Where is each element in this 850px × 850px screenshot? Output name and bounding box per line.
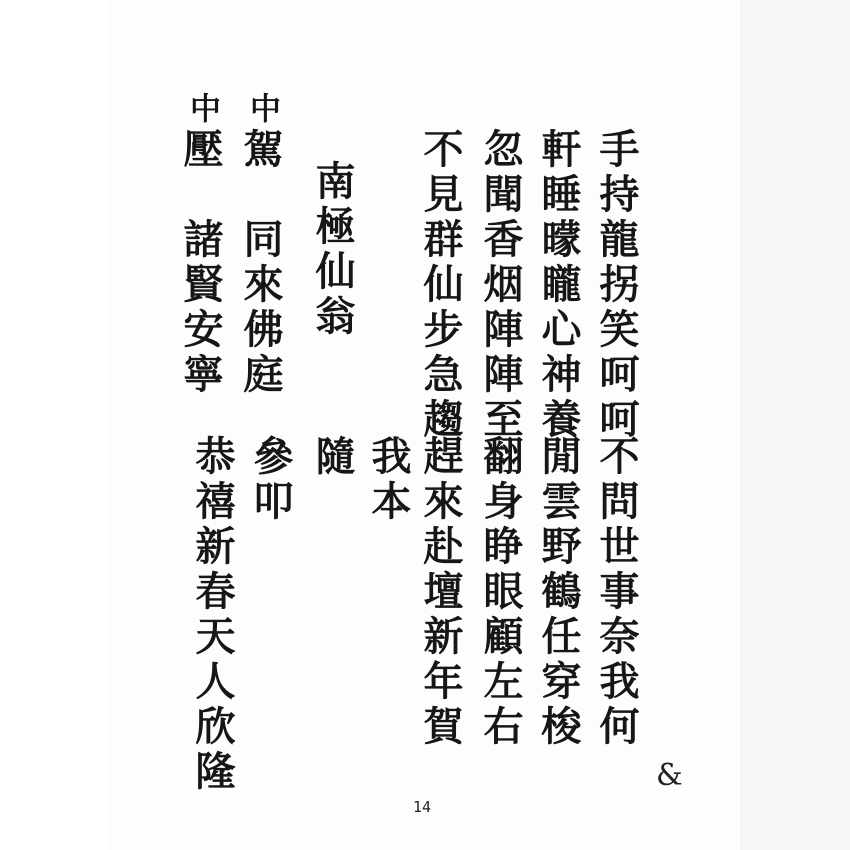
verse-bottom-col-4: 趕來赴壇新年賀 (417, 435, 464, 750)
verse-top-col-6-mark: 中 (244, 92, 280, 133)
verse-top-col-4: 不見群仙步急趨 (417, 128, 464, 443)
verse-bottom-col-7: 參叩 (247, 435, 294, 525)
verse-top-col-7-mark: 中 (184, 92, 220, 133)
verse-top-col-7: 壓 諸賢安寧 (177, 128, 224, 398)
ampersand-mark: & (656, 758, 683, 793)
verse-top-col-5: 南極仙翁 (309, 160, 356, 340)
page-margin-right (740, 0, 850, 850)
verse-top-col-6: 駕 同來佛庭 (237, 128, 284, 398)
verse-bottom-col-2: 閒雲野鶴任穿梭 (535, 435, 582, 750)
verse-top-col-1: 手持龍拐笑呵呵 (593, 128, 640, 443)
verse-bottom-col-3: 翻身睁眼顧左右 (477, 435, 524, 750)
verse-bottom-col-8: 恭禧新春天人欣隆 (189, 435, 236, 795)
verse-bottom-col-6: 隨 (309, 435, 356, 480)
verse-bottom-col-5: 我本 (365, 435, 412, 525)
verse-top-col-2: 軒睡曚矓心神養 (535, 128, 582, 443)
page-number: 14 (413, 798, 432, 816)
verse-top-col-3: 忽聞香烟陣陣至 (477, 128, 524, 443)
verse-bottom-col-1: 不問世事奈我何 (593, 435, 640, 750)
page-margin-left (0, 0, 108, 850)
